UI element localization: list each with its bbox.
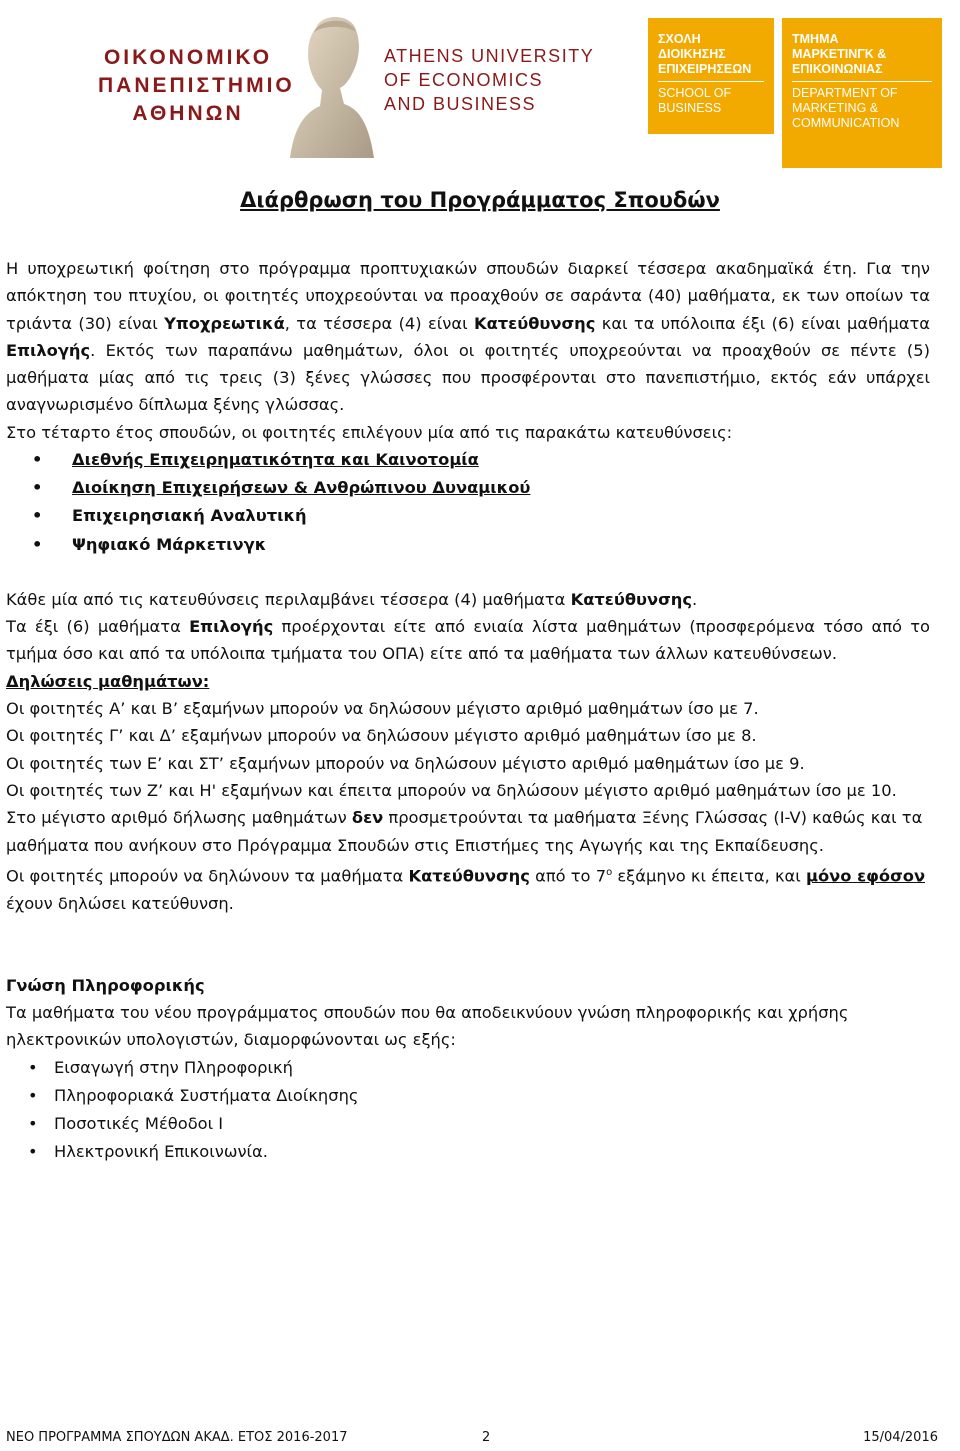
list-item: • Ψηφιακό Μάρκετινγκ [6, 531, 930, 559]
page-title: Διάρθρωση του Προγράμματος Σπουδών [240, 188, 720, 212]
directions-intro: Στο τέταρτο έτος σπουδών, οι φοιτητές επιλέγουν μία από τις παρακάτω κατευθύνσεις: [6, 422, 733, 442]
university-logo-english: ATHENS UNIVERSITY OF ECONOMICS AND BUSINESS [384, 46, 595, 114]
declaration-line: Οι φοιτητές των Ε’ και ΣΤ’ εξαμήνων μπορούν να δηλώσουν μέγιστο αριθμό μαθημάτων ίσο με 9. [6, 753, 805, 773]
intro-paragraph: Η υποχρεωτική φοίτηση στο πρόγραμμα προπτυχιακών σπουδών διαρκεί τέσσερα ακαδημαϊκά έτη. Για την απόκτηση του πτυχίου, οι φοιτητές υποχρεούνται να προαχθούν σε σαράντα (40) μαθήματα, εκ των οποίων τα τριάντα (30) είναι Υποχρεωτικά, τα τέσσερα (4) είναι Κατεύθυνσης και τα υπόλοιπα έξι (6) είναι μαθήματα Επιλογής. Εκτός των παραπάνω μαθημάτων, όλοι οι φοιτητές υποχρεούνται να προαχθούν σε πέντε (5) μαθήματα μίας από τις τρεις (3) ξένες γλώσσες που προσφέρονται στο πανεπιστήμιο, εκτός εάν υπάρχει αναγνωρισμένο δίπλωμα ξένης γλώσσας. [6, 259, 930, 415]
list-item: • Ηλεκτρονική Επικοινωνία. [6, 1138, 930, 1166]
list-item: • Διεθνής Επιχειρηματικότητα και Καινοτομία [6, 446, 930, 474]
footer-date: 15/04/2016 [863, 1430, 938, 1445]
computing-list [6, 1054, 930, 1167]
list-item: • Επιχειρησιακή Αναλυτική [6, 502, 930, 530]
footer-program: ΝΕΟ ΠΡΟΓΡΑΜΜΑ ΣΠΟΥΔΩΝ ΑΚΑΔ. ΕΤΟΣ 2016-2017 [6, 1430, 348, 1445]
department-logo: ΤΜΗΜΑ ΜΑΡΚΕΤΙΝΓΚ & ΕΠΙΚΟΙΝΩΝΙΑΣ DEPARTMENT OF MARKETING & COMMUNICATION [782, 18, 942, 168]
list-item: • Ποσοτικές Μέθοδοι Ι [6, 1110, 930, 1138]
direction-declaration-note: Οι φοιτητές μπορούν να δηλώνουν τα μαθήματα Κατεύθυνσης από το $7^o$ εξάμηνο κι έπειτα, και μόνο εφόσον έχουν δηλώσει κατεύθυνση. [6, 866, 926, 913]
computing-intro: Τα μαθήματα του νέου προγράμματος σπουδών που θα αποδεικνύουν γνώση πληροφορικής και χρήσης ηλεκτρονικών υπολογιστών, διαμορφώνονται ως εξής: [6, 1003, 849, 1050]
page-number: 2 [482, 1430, 491, 1445]
electives-paragraph: Τα έξι (6) μαθήματα Επιλογής προέρχονται είτε από ενιαία λίστα μαθημάτων (προσφερόμενα τόσο από το τμήμα όσο και από τα υπόλοιπα τμήματα του ΟΠΑ) είτε από τα μαθήματα των άλλων κατευθύνσεων. [6, 617, 930, 664]
university-logo-greek: ΟΙΚΟΝΟΜΙΚΟ ΠΑΝΕΠΙΣΤΗΜΙΟ ΑΘΗΝΩΝ [98, 46, 295, 125]
computing-heading: Γνώση Πληροφορικής [6, 975, 205, 995]
hermes-bust-icon [286, 8, 378, 158]
declaration-line: Οι φοιτητές Α’ και Β’ εξαμήνων μπορούν να δηλώσουν μέγιστο αριθμό μαθημάτων ίσο με 7. [6, 699, 759, 719]
school-of-business-logo: ΣΧΟΛΗ ΔΙΟΙΚΗΣΗΣ ΕΠΙΧΕΙΡΗΣΕΩΝ SCHOOL OF BUSINESS [648, 18, 774, 134]
list-item: • Πληροφοριακά Συστήματα Διοίκησης [6, 1082, 930, 1110]
document-body [6, 255, 930, 1166]
list-item: • Διοίκηση Επιχειρήσεων & Ανθρώπινου Δυναμικού [6, 474, 930, 502]
directions-list [6, 446, 930, 559]
max-courses-note: Στο μέγιστο αριθμό δήλωσης μαθημάτων δεν προσμετρούνται τα μαθήματα Ξένης Γλώσσας (I-V) καθώς και τα μαθήματα που ανήκουν στο Πρόγραμμα Σπουδών στις Επιστήμες της Αγωγής και της Εκπαίδευσης. [6, 808, 923, 855]
page-header [96, 8, 960, 160]
direction-courses-paragraph: Κάθε μία από τις κατευθύνσεις περιλαμβάνει τέσσερα (4) μαθήματα Κατεύθυνσης. [6, 589, 698, 609]
declarations-heading: Δηλώσεις μαθημάτων: [6, 671, 210, 691]
declaration-line: Οι φοιτητές Γ’ και Δ’ εξαμήνων μπορούν να δηλώσουν μέγιστο αριθμό μαθημάτων ίσο με 8. [6, 726, 757, 746]
list-item: • Εισαγωγή στην Πληροφορική [6, 1054, 930, 1082]
declaration-line: Οι φοιτητές των Ζ’ και Η' εξαμήνων και έπειτα μπορούν να δηλώσουν μέγιστο αριθμό μαθημάτων ίσο με 10. [6, 780, 897, 800]
